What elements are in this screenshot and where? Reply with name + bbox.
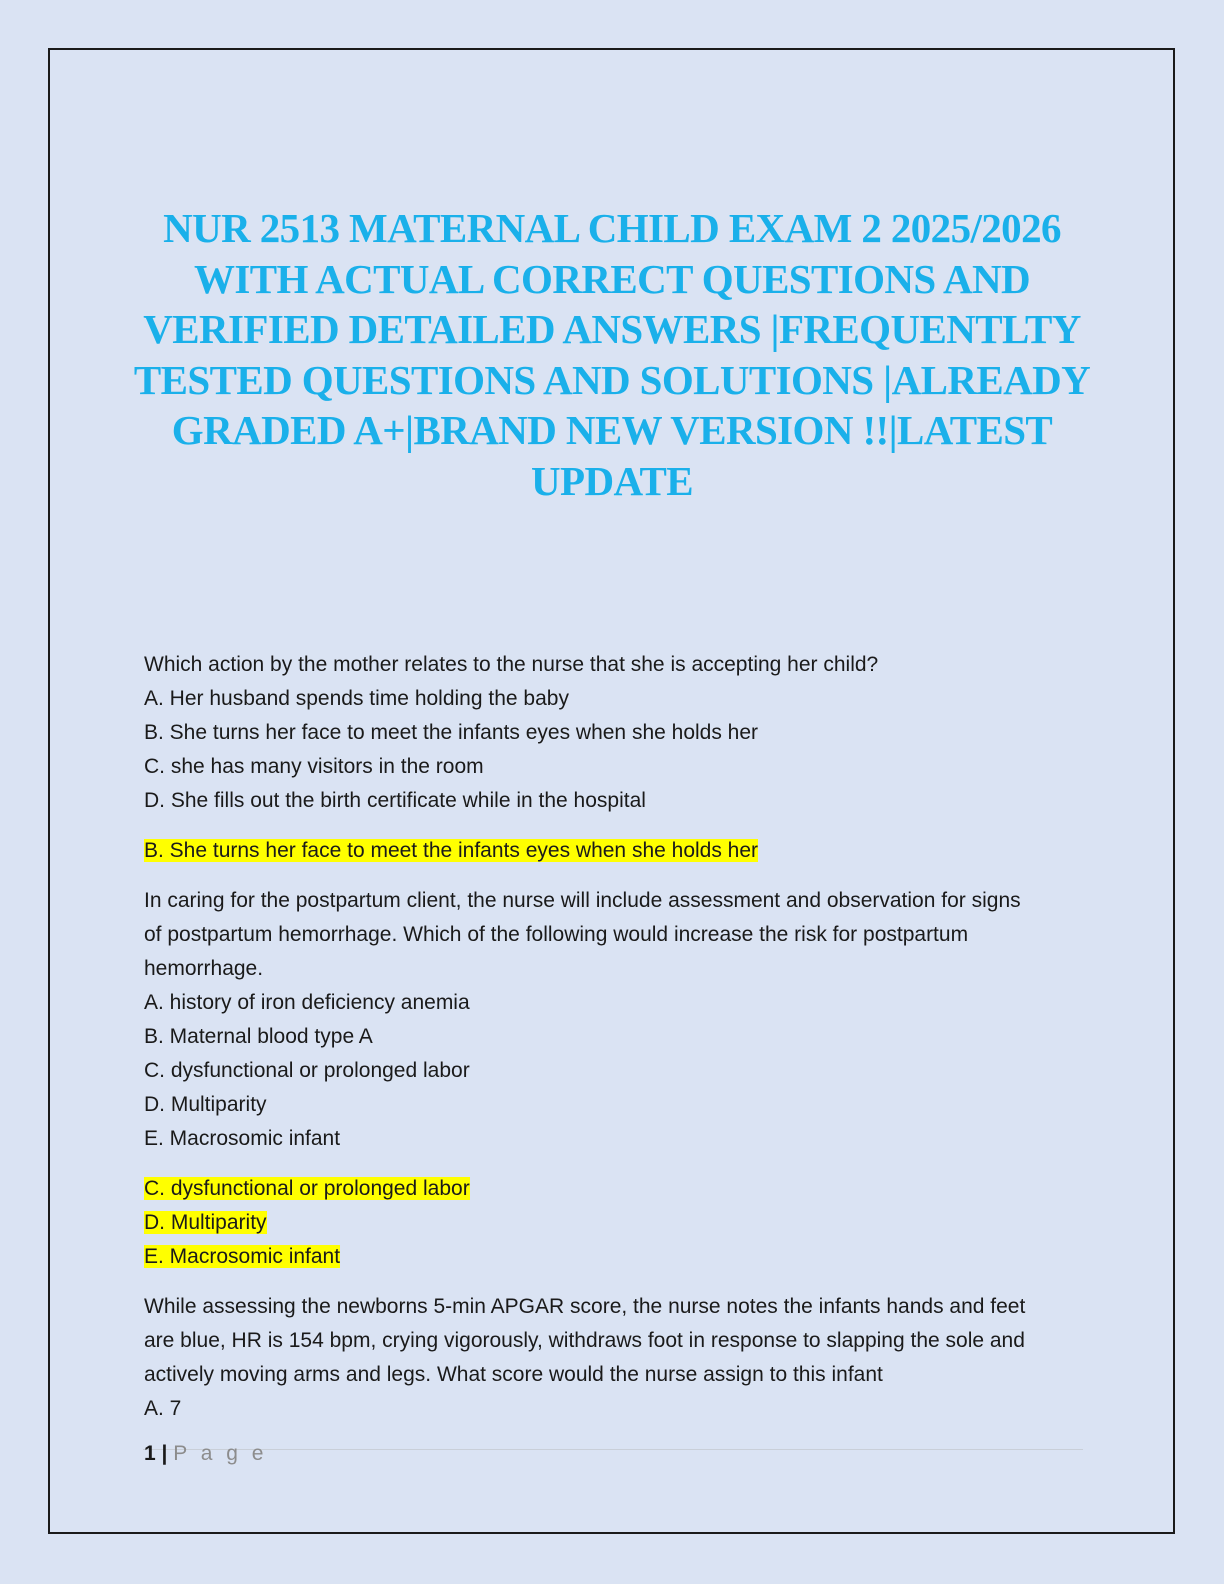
question-block-1 [144,648,1084,818]
page-footer [144,1441,267,1467]
answer-option: D. Multiparity [144,1093,267,1116]
answer-block-2 [144,1172,1084,1274]
question-text: hemorrhage. [144,957,264,980]
page-number: 1 [144,1442,156,1465]
question-text: In caring for the postpartum client, the nurse will include assessment and observation for signs [144,889,1021,912]
answer-option: B. Maternal blood type A [144,1025,373,1048]
answer-option: B. She turns her face to meet the infants eyes when she holds her [144,721,759,744]
answer-option: A. history of iron deficiency anemia [144,991,470,1014]
question-text: are blue, HR is 154 bpm, crying vigorously, withdraws foot in response to slapping the sole and [144,1329,1025,1352]
question-block-2 [144,884,1084,1156]
page-label: P a g e [173,1442,268,1465]
question-block-3 [144,1290,1084,1426]
answer-block-1 [144,834,1084,868]
answer-option: C. dysfunctional or prolonged labor [144,1059,470,1082]
answer-option: C. she has many visitors in the room [144,755,484,778]
footer-divider [143,1449,1083,1450]
question-text: of postpartum hemorrhage. Which of the following would increase the risk for postpartum [144,923,969,946]
question-text: Which action by the mother relates to the nurse that she is accepting her child? [144,653,879,676]
answer-option: E. Macrosomic infant [144,1127,341,1150]
highlighted-answer: D. Multiparity [144,1211,267,1234]
answer-option: D. She fills out the birth certificate while in the hospital [144,789,646,812]
document-body [144,648,1084,1426]
highlighted-answer: B. She turns her face to meet the infants eyes when she holds her [144,839,759,862]
highlighted-answer: E. Macrosomic infant [144,1245,341,1268]
footer-separator: | [161,1442,168,1465]
question-text: While assessing the newborns 5-min APGAR score, the nurse notes the infants hands and feet [144,1295,1026,1318]
question-text: actively moving arms and legs. What score would the nurse assign to this infant [144,1363,883,1386]
answer-option: A. 7 [144,1397,182,1420]
highlighted-answer: C. dysfunctional or prolonged labor [144,1177,470,1200]
document-title: NUR 2513 MATERNAL CHILD EXAM 2 2025/2026 WITH ACTUAL CORRECT QUESTIONS AND VERIFIED DETAILED ANSWERS |FREQUENTLTY TESTED QUESTIONS AND SOLUTIONS |ALREADY GRADED A+|BRAND NEW VERSION !!|LATEST UPDATE [133,205,1091,504]
answer-option: A. Her husband spends time holding the baby [144,687,569,710]
